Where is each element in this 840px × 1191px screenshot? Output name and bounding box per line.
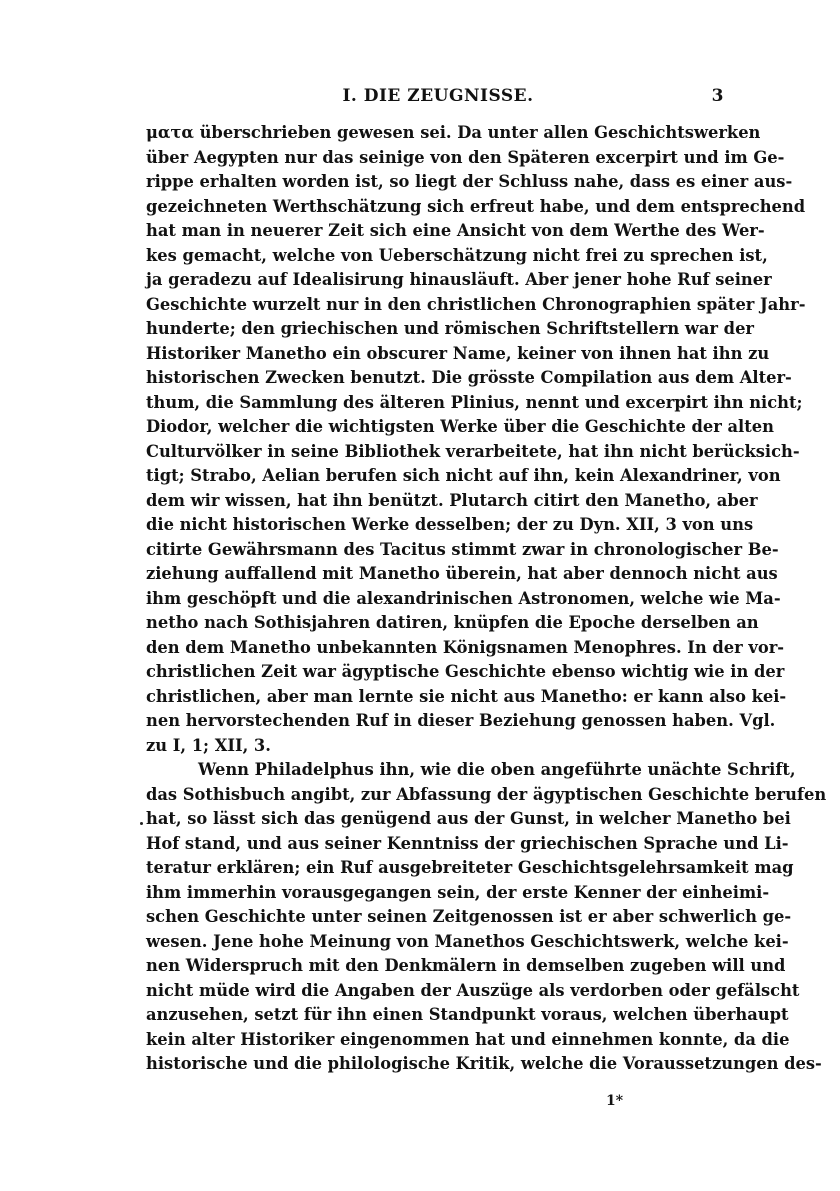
text-line: historische und die philologische Kritik, welche die Voraussetzungen des-	[146, 1054, 822, 1073]
text-line: zu I, 1; XII, 3.	[146, 735, 271, 755]
paragraph	[146, 121, 806, 758]
signature-mark: 1*	[606, 1093, 624, 1109]
text-line: wesen. Jene hohe Meinung von Manethos Geschichtswerk, welche kei-	[146, 931, 789, 951]
text-line: teratur erklären; ein Ruf ausgebreiteter Geschichtsgelehrsamkeit mag	[146, 858, 794, 877]
text-line: kes gemacht, welche von Ueberschätzung nicht frei zu sprechen ist,	[146, 245, 768, 265]
text-line: nicht müde wird die Angaben der Auszüge als verdorben oder gefälscht	[146, 980, 800, 1000]
text-line: hunderte; den griechischen und römischen Schriftstellern war der	[146, 319, 755, 338]
text-line: Diodor, welcher die wichtigsten Werke über die Geschichte der alten	[146, 417, 774, 436]
text-line: tigt; Strabo, Aelian berufen sich nicht auf ihn, kein Alexandriner, von	[146, 466, 781, 485]
paragraph	[146, 758, 827, 1077]
body-text	[146, 121, 827, 1077]
text-line: netho nach Sothisjahren datiren, knüpfen die Epoche derselben an	[146, 613, 759, 632]
text-line: schen Geschichte unter seinen Zeitgenossen ist er aber schwerlich ge-	[146, 907, 792, 926]
text-line: den dem Manetho unbekannten Königsnamen Menophres. In der vor-	[146, 637, 785, 657]
text-line: gezeichneten Werthschätzung sich erfreut habe, und dem entsprechend	[146, 196, 806, 216]
text-line: ματα überschrieben gewesen sei. Da unter allen Geschichtswerken	[146, 123, 761, 142]
text-line: ihm geschöpft und die alexandrinischen Astronomen, welche wie Ma-	[146, 588, 781, 608]
text-line: citirte Gewährsmann des Tacitus stimmt zwar in chronologischer Be-	[146, 539, 779, 559]
text-line: nen Widerspruch mit den Denkmälern in demselben zugeben will und	[146, 956, 786, 975]
text-line: thum, die Sammlung des älteren Plinius, nennt und excerpirt ihn nicht;	[146, 392, 803, 412]
text-line: Geschichte wurzelt nur in den christlichen Chronographien später Jahr-	[146, 294, 806, 314]
text-line: anzusehen, setzt für ihn einen Standpunkt voraus, welchen überhaupt	[146, 1005, 789, 1024]
text-line: rippe erhalten worden ist, so liegt der Schluss nahe, dass es einer aus-	[146, 172, 793, 191]
text-line: ziehung auffallend mit Manetho überein, hat aber dennoch nicht aus	[146, 564, 778, 583]
text-line: dem wir wissen, hat ihn benützt. Plutarch citirt den Manetho, aber	[146, 490, 758, 510]
text-line: nen hervorstechenden Ruf in dieser Beziehung genossen haben. Vgl.	[146, 711, 776, 730]
text-line: Historiker Manetho ein obscurer Name, keiner von ihnen hat ihn zu	[146, 343, 770, 363]
margin-mark	[140, 822, 143, 825]
text-line: christlichen Zeit war ägyptische Geschichte ebenso wichtig wie in der	[146, 662, 785, 681]
text-line: kein alter Historiker eingenommen hat und einnehmen konnte, da die	[146, 1029, 790, 1049]
text-line: ihm immerhin vorausgegangen sein, der erste Kenner der einheimi-	[146, 882, 770, 902]
text-line: über Aegypten nur das seinige von den Späteren excerpirt und im Ge-	[146, 147, 785, 167]
text-line: hat, so lässt sich das genügend aus der Gunst, in welcher Manetho bei	[146, 809, 791, 828]
text-line: ja geradezu auf Idealisirung hinausläuft. Aber jener hohe Ruf seiner	[146, 270, 772, 289]
text-line: Wenn Philadelphus ihn, wie die oben angeführte unächte Schrift,	[198, 760, 796, 779]
chapter-title: I. DIE ZEUGNISSE.	[342, 86, 534, 106]
text-line: Hof stand, und aus seiner Kenntniss der griechischen Sprache und Li-	[146, 833, 789, 853]
text-line: Culturvölker in seine Bibliothek verarbeitete, hat ihn nicht berücksich-	[146, 441, 800, 461]
text-line: christlichen, aber man lernte sie nicht aus Manetho: er kann also kei-	[146, 686, 787, 706]
text-line: die nicht historischen Werke desselben; der zu Dyn. XII, 3 von uns	[146, 515, 754, 534]
running-head	[152, 86, 724, 112]
text-line: das Sothisbuch angibt, zur Abfassung der ägyptischen Geschichte berufen	[146, 784, 827, 804]
page-number: 3	[711, 86, 724, 106]
text-line: historischen Zwecken benutzt. Die grösste Compilation aus dem Alter-	[146, 368, 792, 387]
text-line: hat man in neuerer Zeit sich eine Ansicht von dem Werthe des Wer-	[146, 221, 765, 240]
